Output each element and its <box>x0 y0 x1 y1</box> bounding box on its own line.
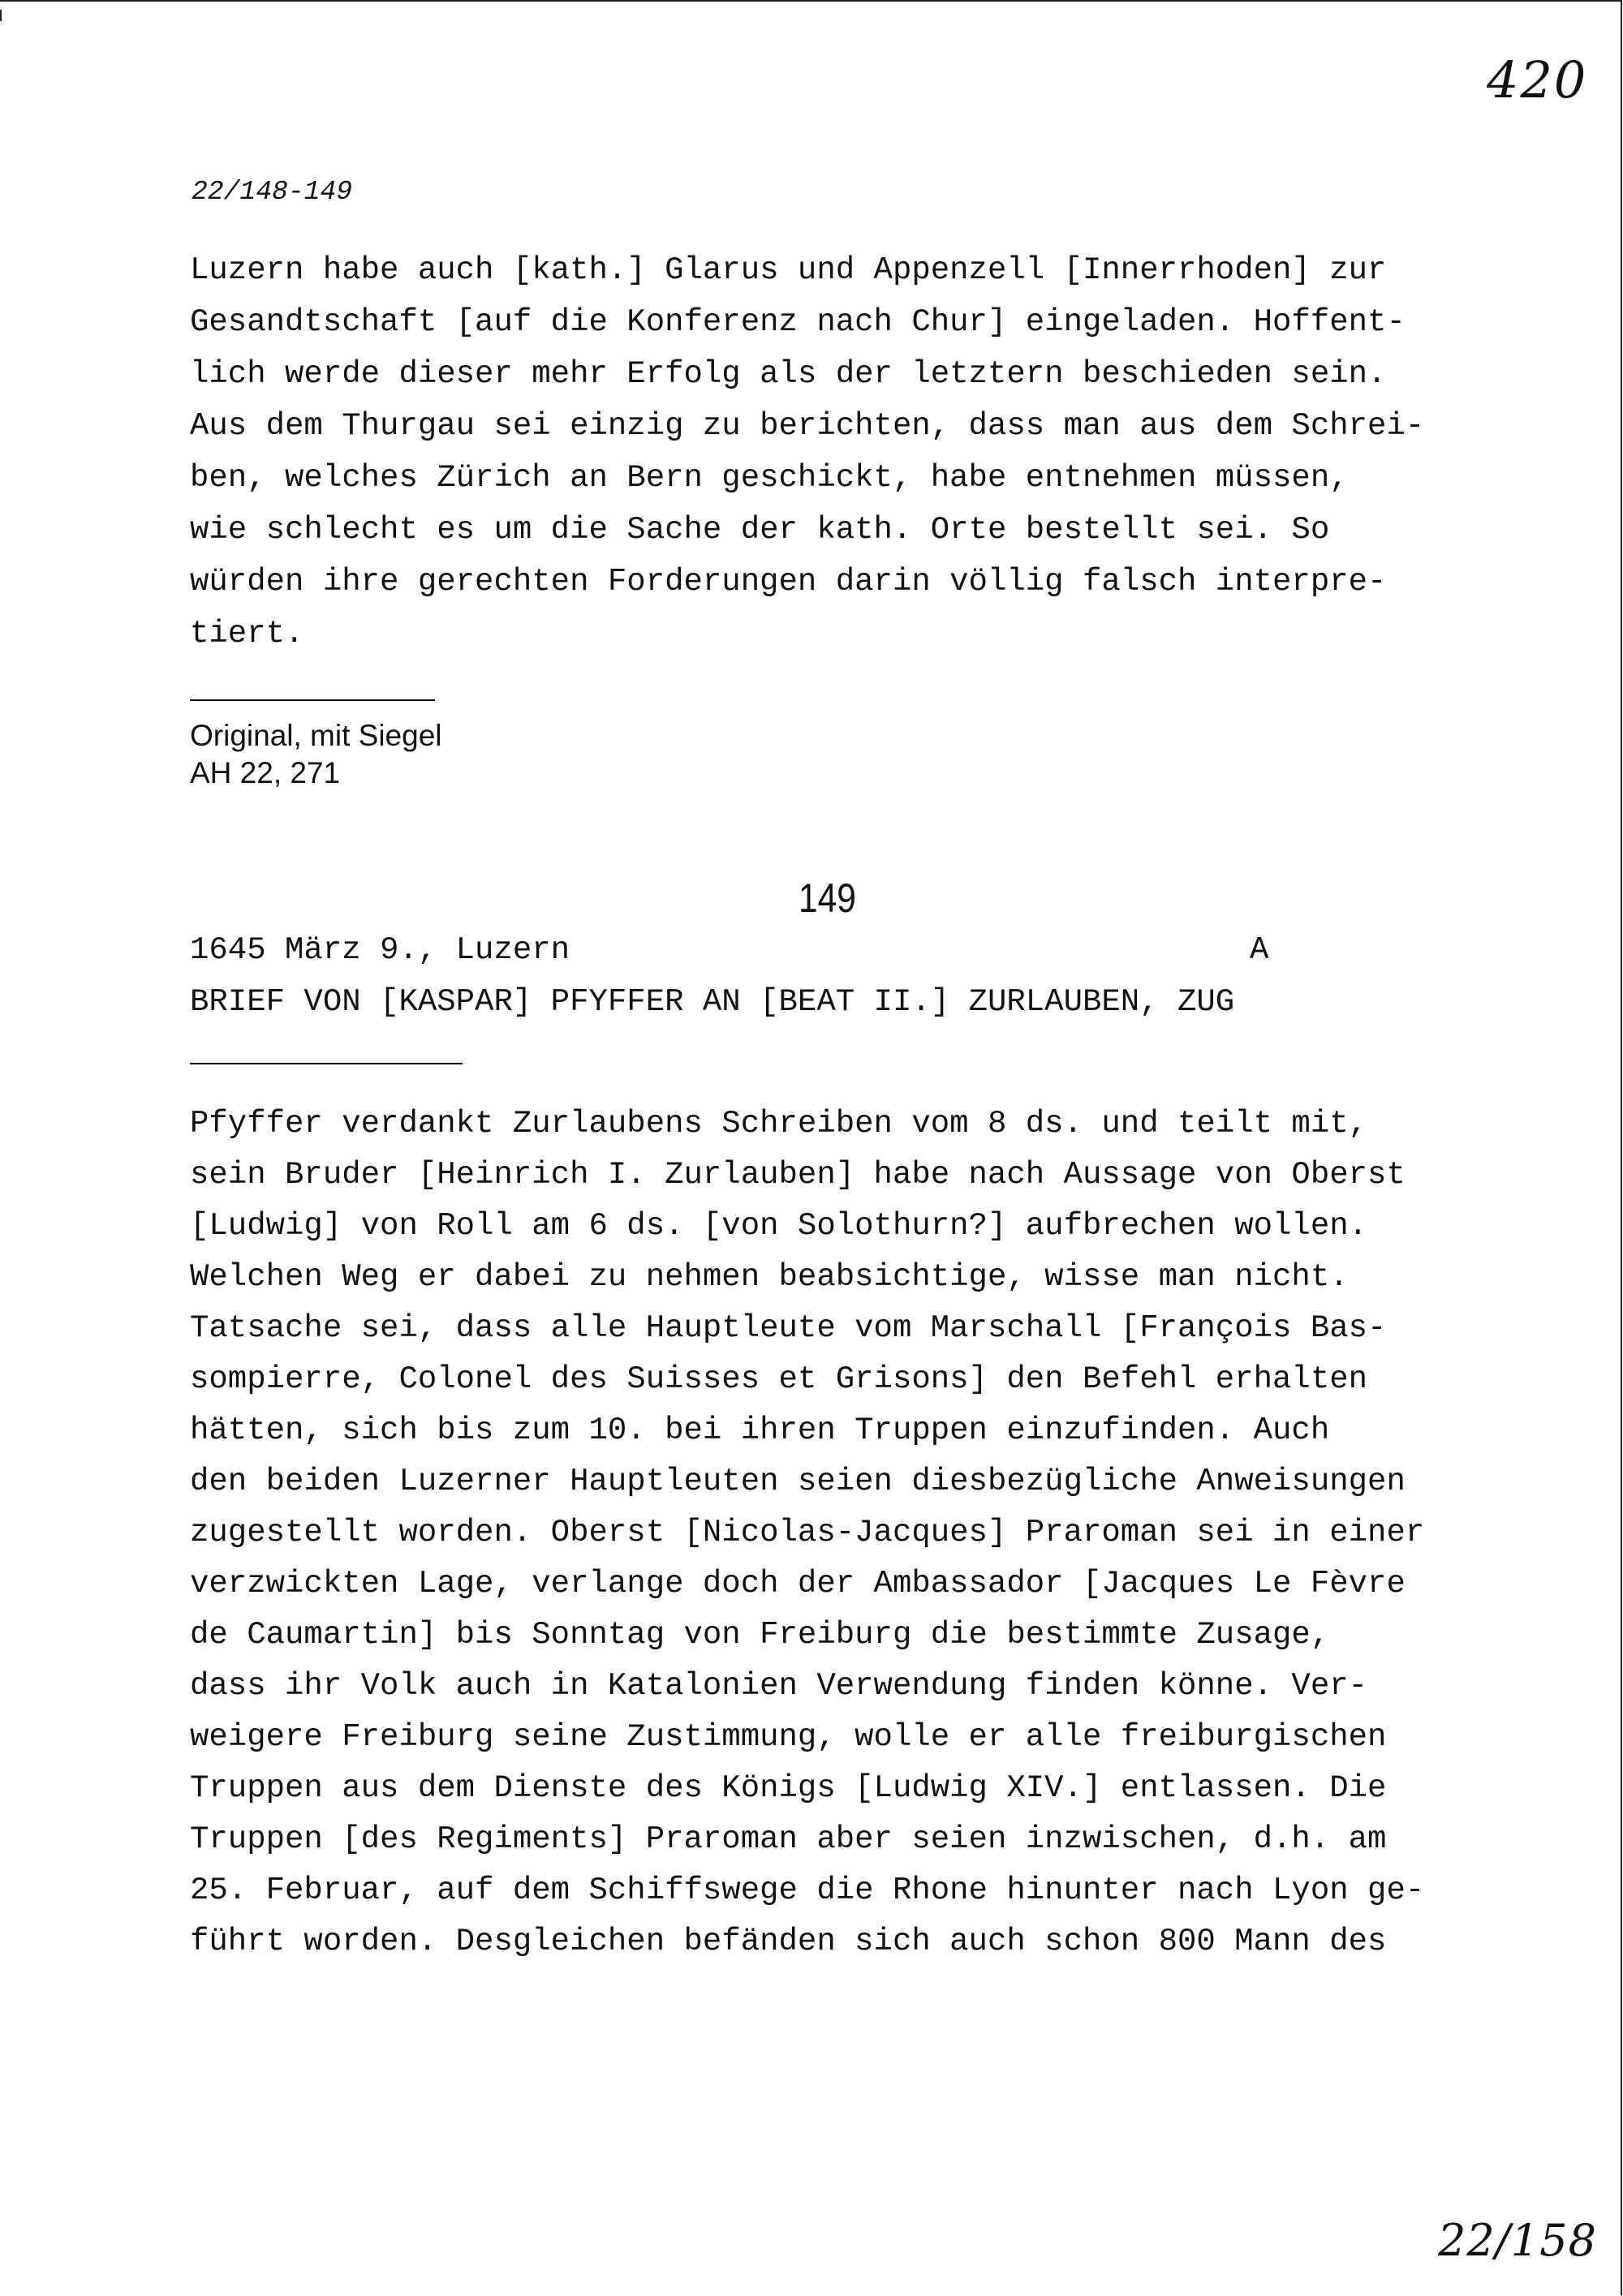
text-line: Pfyffer verdankt Zurlaubens Schreiben vom 8 ds. und teilt mit, <box>190 1106 1368 1142</box>
document-date-place: 1645 März 9., Luzern <box>190 932 570 968</box>
text-line: [Ludwig] von Roll am 6 ds. [von Solothurn?] aufbrechen wollen. <box>190 1208 1368 1244</box>
text-line: Gesandtschaft [auf die Konferenz nach Chur] eingeladen. Hoffent- <box>190 304 1406 340</box>
source-line: AH 22, 271 <box>190 756 341 789</box>
text-line: Luzern habe auch [kath.] Glarus und Appenzell [Innerrhoden] zur <box>190 252 1387 288</box>
page-corner-mark <box>0 10 2 21</box>
text-line: Truppen aus dem Dienste des Königs [Ludwig XIV.] entlassen. Die <box>190 1770 1387 1806</box>
text-line: Welchen Weg er dabei zu nehmen beabsichtige, wisse man nicht. <box>190 1259 1349 1295</box>
document-number: 149 <box>799 875 856 921</box>
document-title: BRIEF VON [KASPAR] PFYFFER AN [BEAT II.] ZURLAUBEN, ZUG <box>190 984 1235 1020</box>
text-line: lich werde dieser mehr Erfolg als der letztern beschieden sein. <box>190 356 1387 392</box>
text-line: den beiden Luzerner Hauptleuten seien diesbezügliche Anweisungen <box>190 1464 1406 1499</box>
text-line: verzwickten Lage, verlange doch der Ambassador [Jacques Le Fèvre <box>190 1566 1406 1602</box>
text-line: sompierre, Colonel des Suisses et Grisons] den Befehl erhalten <box>190 1361 1368 1397</box>
handwritten-archive-mark: 22/158 <box>1438 2215 1597 2266</box>
text-line: würden ihre gerechten Forderungen darin völlig falsch interpre- <box>190 564 1387 600</box>
text-line: führt worden. Desgleichen befänden sich auch schon 800 Mann des <box>190 1924 1387 1959</box>
handwritten-folio-number: 420 <box>1487 50 1588 110</box>
document-reference: 22/148-149 <box>192 177 353 207</box>
text-line: de Caumartin] bis Sonntag von Freiburg die bestimmte Zusage, <box>190 1617 1330 1653</box>
text-line: tiert. <box>190 616 304 651</box>
text-line: wie schlecht es um die Sache der kath. Orte bestellt sei. So <box>190 512 1330 548</box>
text-line: Tatsache sei, dass alle Hauptleute vom Marschall [François Bas- <box>190 1310 1387 1346</box>
separator-rule <box>190 699 435 701</box>
text-line: dass ihr Volk auch in Katalonien Verwendung finden könne. Ver- <box>190 1668 1368 1704</box>
text-line: zugestellt worden. Oberst [Nicolas-Jacques] Praroman sei in einer <box>190 1515 1425 1550</box>
text-line: ben, welches Zürich an Bern geschickt, habe entnehmen müssen, <box>190 460 1349 496</box>
text-line: hätten, sich bis zum 10. bei ihren Truppen einzufinden. Auch <box>190 1412 1330 1448</box>
text-line: sein Bruder [Heinrich I. Zurlauben] habe nach Aussage von Oberst <box>190 1157 1406 1193</box>
source-line: Original, mit Siegel <box>190 719 442 752</box>
separator-rule <box>190 1063 463 1064</box>
text-line: 25. Februar, auf dem Schiffswege die Rhone hinunter nach Lyon ge- <box>190 1872 1425 1908</box>
text-line: weigere Freiburg seine Zustimmung, wolle er alle freiburgischen <box>190 1719 1387 1755</box>
text-line: Truppen [des Regiments] Praroman aber seien inzwischen, d.h. am <box>190 1821 1387 1857</box>
text-line: Aus dem Thurgau sei einzig zu berichten, dass man aus dem Schrei- <box>190 408 1425 444</box>
document-type-code: A <box>1250 932 1269 968</box>
